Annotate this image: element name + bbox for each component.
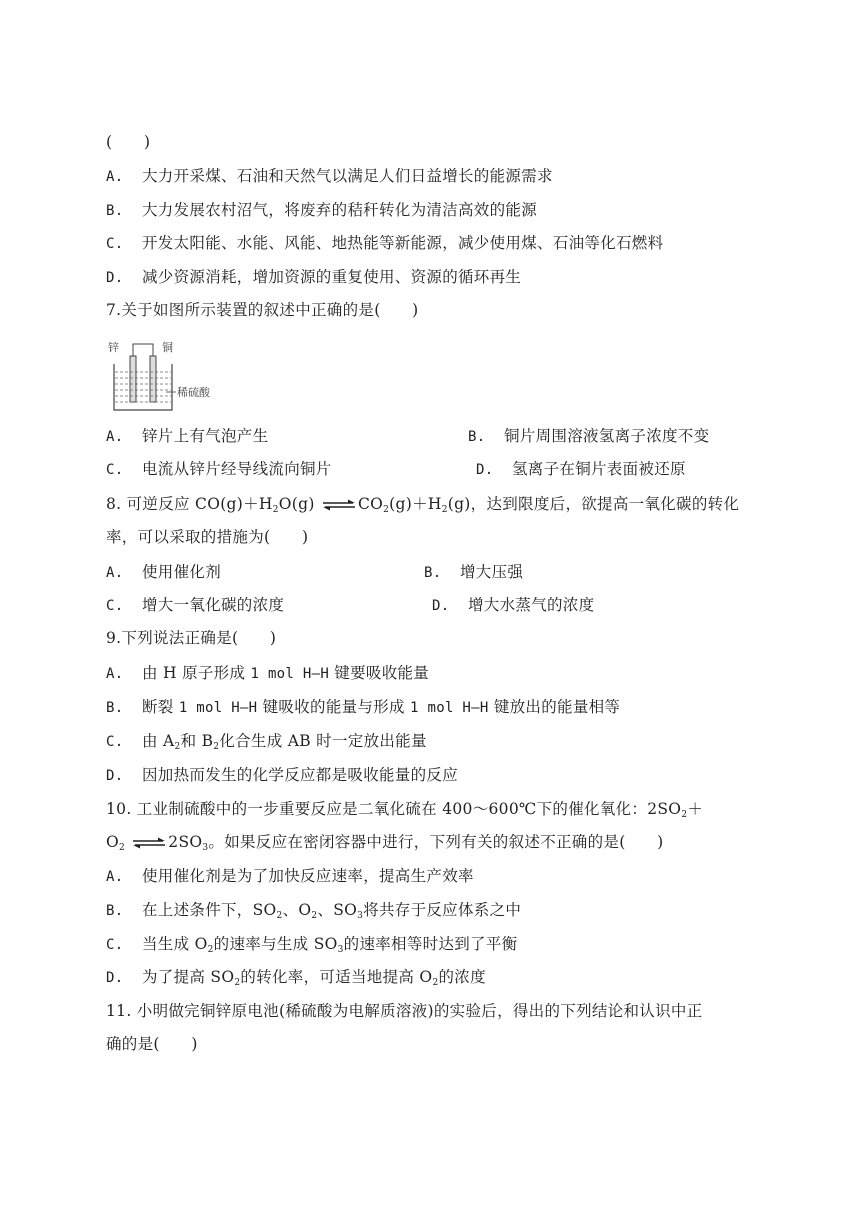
q8-option-c: C. 增大一氧化碳的浓度	[106, 596, 285, 614]
q8-stem-line2: 率，可以采取的措施为( )	[106, 528, 309, 546]
q10-option-c: C. 当生成 $O_2$的速率与生成 $SO_3$的速率相等时达到了平衡	[106, 935, 518, 955]
beaker	[114, 364, 172, 410]
q10-option-b: B. 在上述条件下，$SO_2$、$O_2$、$SO_3$将共存于反应体系之中	[106, 901, 522, 921]
q6-stem-tail: ( )	[106, 133, 151, 151]
zinc-electrode	[130, 356, 136, 402]
q10-option-d: D. 为了提高 $SO_2$的转化率，可适当地提高 $O_2$的浓度	[106, 968, 486, 988]
q6-option-b: B. 大力发展农村沼气，将废弃的秸秆转化为清洁高效的能源	[106, 201, 538, 219]
equilibrium-arrow-icon	[132, 837, 166, 849]
q7-option-d: D. 氢离子在铜片表面被还原	[476, 460, 686, 478]
q8-option-d: D. 增大水蒸气的浓度	[432, 596, 595, 614]
acid-label: 稀硫酸	[177, 386, 210, 399]
q9-option-a: A. 由 H 原子形成 1 mol H—H 键要吸收能量	[106, 664, 430, 682]
q11-stem-line2: 确的是( )	[106, 1035, 198, 1053]
q6-option-c: C. 开发太阳能、水能、风能、地热能等新能源，减少使用煤、石油等化石燃料	[106, 234, 664, 252]
q8-option-a: A. 使用催化剂	[106, 563, 222, 581]
q8-stem-line1: 8. 可逆反应 $CO(g)+H_2O(g)$ $CO_2(g)+H_2(g)$，达到限度后，欲提高一氧化碳的转化	[106, 495, 740, 515]
q10-stem-line2: $O_2$ $2SO_3$。如果反应在密闭容器中进行，下列有关的叙述不正确的是( )	[106, 833, 664, 853]
q7-option-b: B. 铜片周围溶液氢离子浓度不变	[468, 427, 710, 445]
q9-option-d: D. 因加热而发生的化学反应都是吸收能量的反应	[106, 766, 459, 784]
q9-option-c: C. 由 $A_2$和 $B_2$化合生成 AB 时一定放出能量	[106, 732, 427, 752]
zinc-label: 锌	[108, 341, 119, 354]
q11-stem-line1: 11. 小明做完铜锌原电池(稀硫酸为电解质溶液)的实验后，得出的下列结论和认识中正	[106, 1002, 703, 1020]
q7-option-a: A. 锌片上有气泡产生	[106, 427, 269, 445]
galvanic-cell-figure	[106, 338, 228, 416]
q10-stem-line1: 10. 工业制硫酸中的一步重要反应是二氧化硫在 400～600℃下的催化氧化：$2SO_2+$	[106, 800, 704, 820]
q10-option-a: A. 使用催化剂是为了加快反应速率，提高生产效率	[106, 867, 474, 885]
q7-option-c: C. 电流从锌片经导线流向铜片	[106, 460, 332, 478]
copper-electrode	[150, 356, 156, 402]
copper-label: 铜	[162, 341, 173, 354]
q9-option-b: B. 断裂 1 mol H—H 键吸收的能量与形成 1 mol H—H 键放出的能量相等	[106, 698, 621, 716]
q7-stem: 7.关于如图所示装置的叙述中正确的是( )	[106, 301, 419, 319]
q9-stem: 9.下列说法正确是( )	[106, 629, 277, 647]
q6-option-d: D. 减少资源消耗，增加资源的重复使用、资源的循环再生	[106, 268, 522, 286]
equilibrium-arrow-icon	[322, 499, 356, 511]
q6-option-a: A. 大力开采煤、石油和天然气以满足人们日益增长的能源需求	[106, 167, 553, 185]
q8-option-b: B. 增大压强	[424, 563, 524, 581]
